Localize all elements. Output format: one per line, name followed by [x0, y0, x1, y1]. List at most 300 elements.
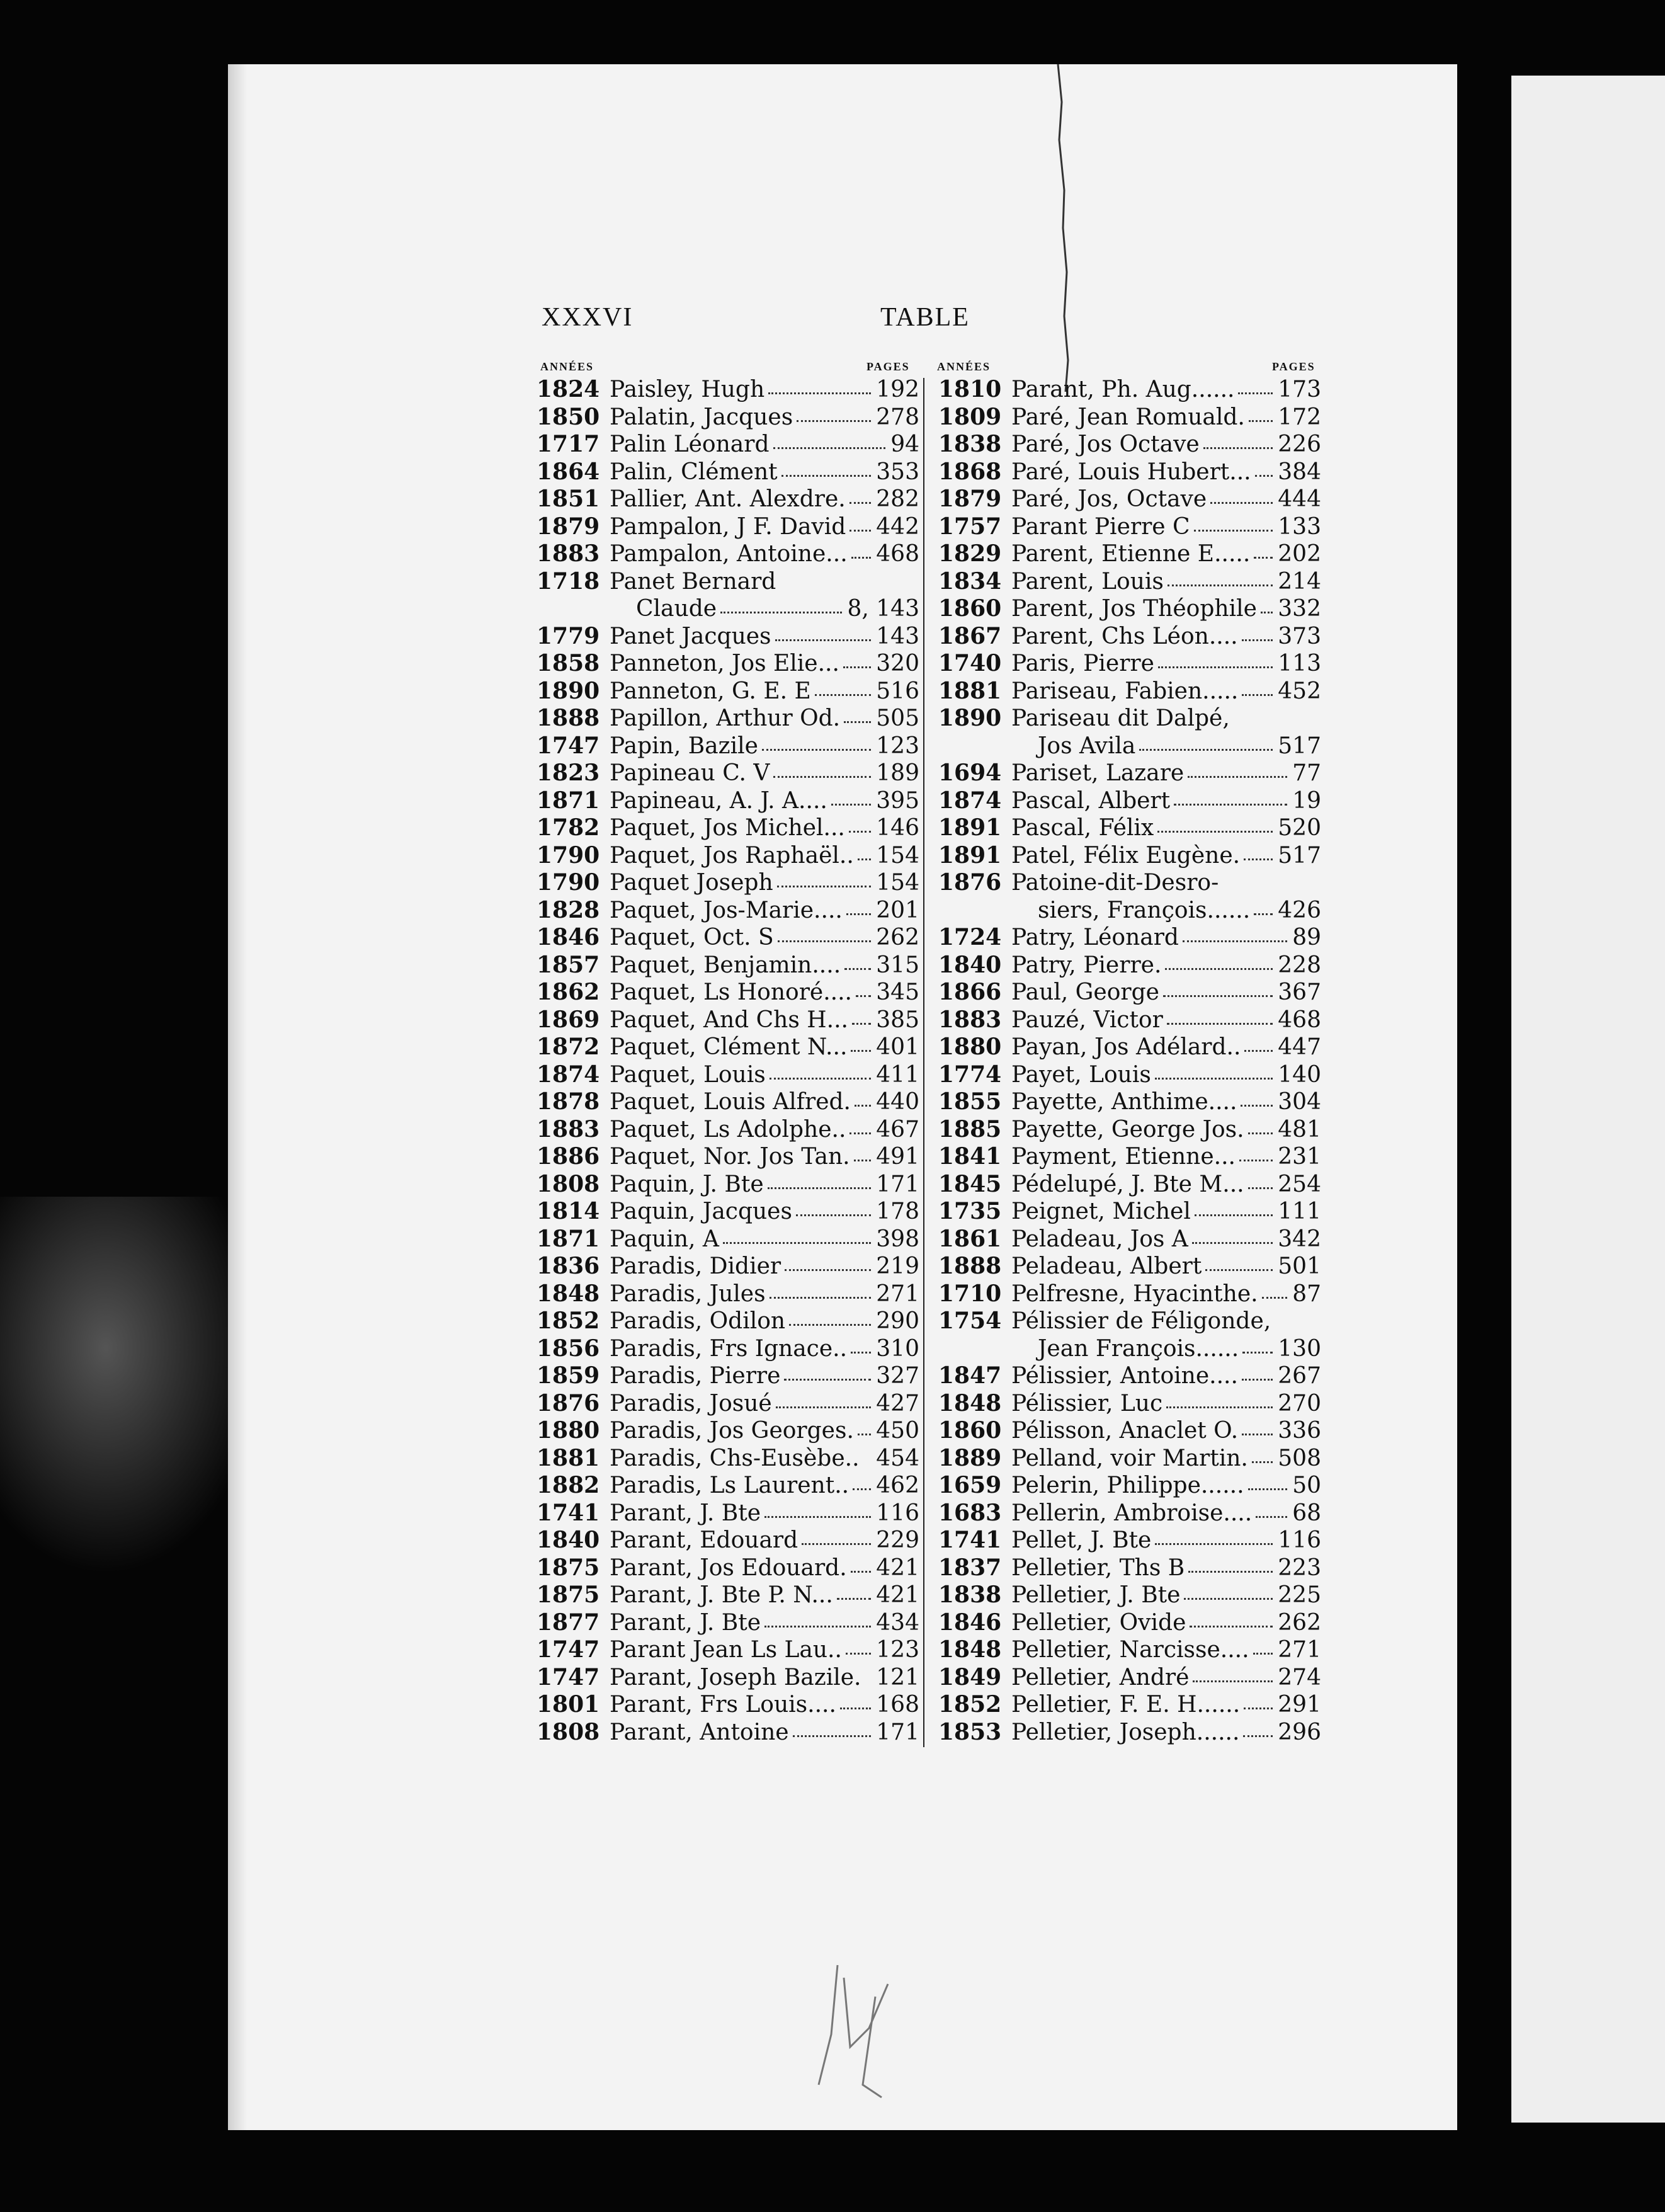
entry-name: Parant, Ph. Aug......	[1011, 377, 1235, 402]
entry-year: 1848	[938, 1636, 1002, 1663]
index-entry	[529, 1554, 919, 1582]
entry-year: 1790	[537, 841, 600, 869]
entry-page: 89	[1292, 925, 1321, 950]
entry-year: 1853	[938, 1718, 1002, 1745]
entry-page: 327	[876, 1363, 919, 1389]
dot-leader	[764, 1516, 871, 1518]
index-entry	[931, 376, 1321, 404]
entry-page: 262	[1278, 1609, 1321, 1636]
index-entry	[931, 924, 1321, 952]
entry-page: 282	[876, 486, 919, 512]
entry-year: 1836	[537, 1253, 600, 1279]
entry-year: 1850	[537, 403, 600, 430]
entry-page: 189	[876, 760, 919, 786]
index-entry	[931, 1554, 1321, 1582]
entry-name: Panneton, Jos Elie...	[610, 651, 839, 676]
entry-year: 1890	[537, 677, 600, 704]
index-entry	[931, 1390, 1321, 1418]
index-column-left	[529, 376, 919, 1746]
dot-leader	[846, 913, 871, 915]
entry-page: 426	[1278, 897, 1321, 923]
dot-leader	[1254, 557, 1273, 559]
entry-page: 146	[876, 815, 919, 841]
entry-page: 113	[1278, 651, 1321, 676]
entry-page: 367	[1278, 979, 1321, 1005]
entry-page: 491	[876, 1144, 919, 1170]
entry-page: 178	[876, 1199, 919, 1224]
entry-year: 1862	[537, 979, 600, 1005]
dot-leader	[851, 1050, 871, 1052]
entry-page: 421	[876, 1554, 919, 1581]
entry-name: Papin, Bazile	[610, 733, 758, 759]
index-entry	[529, 1198, 919, 1226]
pages-label-right: PAGES	[1272, 360, 1316, 373]
entry-page: 501	[1278, 1253, 1321, 1279]
dot-leader	[1262, 1297, 1287, 1299]
dot-leader	[1165, 968, 1273, 970]
entry-page: 450	[876, 1418, 919, 1444]
index-entry	[931, 678, 1321, 705]
entry-year: 1782	[537, 814, 600, 841]
entry-name: Pélisson, Anaclet O.	[1011, 1418, 1239, 1444]
pages-label-left: PAGES	[867, 360, 910, 373]
index-entry	[931, 1719, 1321, 1747]
entry-year: 1859	[537, 1362, 600, 1389]
entry-page: 87	[1292, 1280, 1321, 1307]
entry-page: 111	[1278, 1199, 1321, 1224]
facing-page-edge	[1511, 76, 1665, 2123]
entry-year: 1876	[537, 1389, 600, 1417]
entry-year: 1840	[938, 951, 1002, 978]
entry-name: Pallier, Ant. Alexdre.	[610, 486, 846, 512]
index-entry	[529, 1034, 919, 1061]
index-entry	[931, 1335, 1321, 1363]
entry-page: 304	[1278, 1089, 1321, 1115]
entry-name: Paré, Jos, Octave	[1011, 486, 1207, 512]
entry-page: 398	[876, 1226, 919, 1252]
index-entry	[931, 650, 1321, 678]
entry-name: Pélissier de Féligonde,	[1011, 1308, 1271, 1334]
index-entry	[529, 760, 919, 787]
entry-page: 444	[1278, 486, 1321, 512]
entry-year: 1838	[938, 1582, 1002, 1608]
entry-page: 168	[876, 1692, 919, 1718]
entry-year: 1879	[537, 513, 600, 540]
entry-name: Pariset, Lazare	[1011, 760, 1185, 786]
dot-leader	[796, 1214, 871, 1216]
dot-leader	[1242, 694, 1273, 696]
entry-page: 310	[876, 1335, 919, 1362]
entry-year: 1741	[938, 1527, 1002, 1553]
page-title: TABLE	[880, 303, 970, 332]
entry-name: Paquet, Jos-Marie....	[610, 897, 843, 923]
entry-year: 1871	[537, 787, 600, 814]
entry-page: 254	[1278, 1171, 1321, 1197]
dot-leader	[843, 666, 871, 668]
page-spine-shadow	[228, 64, 247, 2130]
index-entry	[529, 1335, 919, 1363]
entry-name: Paquet, Clément N...	[610, 1034, 848, 1060]
entry-name: Papillon, Arthur Od.	[610, 705, 841, 731]
entry-name: Paquet Joseph	[610, 870, 773, 896]
dot-leader	[1242, 639, 1273, 641]
entry-year: 1790	[537, 869, 600, 896]
entry-year: 1779	[537, 622, 600, 649]
index-entry	[529, 814, 919, 842]
entry-year: 1747	[537, 732, 600, 759]
entry-year: 1888	[938, 1253, 1002, 1279]
dot-leader	[1192, 1242, 1273, 1244]
dot-leader	[815, 694, 871, 696]
dot-leader	[1188, 1571, 1273, 1573]
index-entry	[529, 1691, 919, 1719]
entry-page: 468	[1278, 1006, 1321, 1033]
dot-leader	[1261, 612, 1273, 613]
entry-page: 202	[1278, 541, 1321, 567]
entry-name: Paquet, Benjamin....	[610, 952, 841, 978]
index-column-right	[931, 376, 1321, 1746]
dot-leader	[1163, 995, 1273, 997]
entry-name: Parant, Antoine	[610, 1719, 789, 1745]
entry-year: 1882	[537, 1472, 600, 1498]
index-entry	[529, 678, 919, 705]
entry-page: 395	[876, 787, 919, 814]
entry-year: 1883	[537, 540, 600, 567]
entry-year: 1890	[938, 705, 1002, 731]
entry-year: 1837	[938, 1554, 1002, 1581]
index-entry	[931, 1034, 1321, 1061]
dot-leader	[768, 1187, 871, 1189]
entry-page: 353	[876, 459, 919, 485]
dot-leader	[1238, 392, 1273, 394]
index-entry	[931, 1664, 1321, 1692]
entry-name: Parant, J. Bte P. N...	[610, 1582, 833, 1608]
dot-leader	[831, 804, 871, 806]
entry-page: 121	[876, 1664, 919, 1690]
entry-name: Paradis, Jules	[610, 1280, 766, 1307]
entry-page: 171	[876, 1171, 919, 1197]
entry-page: 442	[876, 513, 919, 540]
entry-name: Pelletier, Ovide	[1011, 1609, 1186, 1636]
index-entry	[529, 1527, 919, 1554]
entry-name: Paradis, Didier	[610, 1253, 781, 1279]
entry-year: 1867	[938, 622, 1002, 649]
entry-name: Pampalon, J F. David	[610, 513, 846, 540]
entry-name: Paré, Jean Romuald.	[1011, 404, 1245, 430]
dot-leader	[785, 1269, 871, 1271]
index-entry	[931, 1061, 1321, 1089]
entry-page: 373	[1278, 623, 1321, 649]
entry-name: Paradis, Ls Laurent..	[610, 1473, 850, 1498]
entry-page: 291	[1278, 1692, 1321, 1718]
entry-name: Paisley, Hugh	[610, 377, 765, 402]
index-entry	[931, 404, 1321, 431]
index-entry	[529, 1417, 919, 1445]
index-entry	[529, 1636, 919, 1664]
dot-leader	[777, 886, 871, 887]
dot-leader	[723, 1242, 871, 1244]
entry-year: 1747	[537, 1663, 600, 1690]
entry-year: 1891	[938, 814, 1002, 841]
entry-year: 1886	[537, 1143, 600, 1170]
dot-leader	[846, 1653, 871, 1655]
entry-page: 290	[876, 1308, 919, 1334]
entry-name: Panneton, G. E. E	[610, 678, 811, 704]
index-entry	[931, 1691, 1321, 1719]
dot-leader	[776, 1406, 871, 1408]
entry-page: 19	[1292, 787, 1321, 814]
entry-name: Pelletier, André	[1011, 1664, 1190, 1690]
index-entry	[931, 1636, 1321, 1664]
entry-name: Parant, Jos Edouard.	[610, 1554, 847, 1581]
entry-page: 173	[1278, 377, 1321, 402]
entry-page: 278	[876, 404, 919, 430]
entry-name: Paquet, Louis Alfred.	[610, 1089, 851, 1115]
entry-name: Panet Bernard	[610, 568, 776, 595]
entry-year: 1857	[537, 951, 600, 978]
entry-year: 1823	[537, 760, 600, 786]
entry-page: 401	[876, 1034, 919, 1060]
dot-leader	[1249, 420, 1273, 422]
index-entry	[529, 952, 919, 979]
entry-year: 1824	[537, 376, 600, 402]
index-entry	[931, 787, 1321, 815]
entry-page: 320	[876, 651, 919, 676]
entry-name: Payment, Etienne...	[1011, 1144, 1236, 1170]
index-entry	[529, 1664, 919, 1692]
index-entry	[529, 459, 919, 486]
paper-crack	[1045, 64, 1083, 392]
entry-year: 1881	[537, 1444, 600, 1471]
page-folio: XXXVI	[542, 303, 634, 332]
entry-name: Pélissier, Luc	[1011, 1390, 1163, 1417]
entry-page: 516	[876, 678, 919, 704]
entry-name: Parant Jean Ls Lau..	[610, 1637, 842, 1663]
dot-leader	[1174, 804, 1287, 806]
dot-leader	[770, 1297, 871, 1299]
entry-name: Parent, Chs Léon....	[1011, 623, 1238, 649]
index-entry	[529, 897, 919, 925]
scan-stain	[0, 1197, 264, 1575]
entry-name: Pascal, Albert	[1011, 787, 1171, 814]
entry-year: 1858	[537, 650, 600, 676]
dot-leader	[1183, 940, 1287, 942]
index-entry	[529, 1500, 919, 1527]
dot-leader	[784, 1379, 871, 1381]
entry-year: 1875	[537, 1554, 600, 1581]
entry-name: Papineau, A. J. A....	[610, 787, 827, 814]
index-entry	[931, 486, 1321, 513]
entry-name: Peladeau, Jos A	[1011, 1226, 1188, 1252]
entry-year: 1659	[938, 1472, 1002, 1498]
index-entry	[931, 814, 1321, 842]
index-entry	[529, 1143, 919, 1171]
index-entry	[529, 595, 919, 623]
entry-page: 508	[1278, 1445, 1321, 1471]
index-entry	[931, 979, 1321, 1006]
entry-year: 1852	[938, 1691, 1002, 1718]
entry-year: 1694	[938, 760, 1002, 786]
entry-year: 1846	[938, 1609, 1002, 1636]
entry-page: 345	[876, 979, 919, 1005]
dot-leader	[855, 1105, 871, 1107]
entry-name: Palin Léonard	[610, 431, 770, 457]
index-entry	[931, 1280, 1321, 1308]
entry-name: Parant, J. Bte	[610, 1609, 761, 1636]
entry-page: 481	[1278, 1116, 1321, 1143]
entry-year: 1757	[938, 513, 1002, 540]
entry-year: 1829	[938, 540, 1002, 567]
entry-page: 505	[876, 705, 919, 731]
entry-year: 1860	[938, 1417, 1002, 1444]
entry-year: 1814	[537, 1198, 600, 1224]
entry-year: 1891	[938, 841, 1002, 869]
entry-name: Paquet, Jos Michel...	[610, 815, 845, 841]
entry-year: 1841	[938, 1143, 1002, 1170]
entry-name: Pédelupé, J. Bte M...	[1011, 1171, 1244, 1197]
entry-year: 1876	[938, 869, 1002, 896]
entry-year: 1855	[938, 1088, 1002, 1115]
dot-leader	[851, 1571, 871, 1573]
dot-leader	[1166, 1406, 1273, 1408]
entry-page: 468	[876, 541, 919, 567]
entry-name: Paul, George	[1011, 979, 1159, 1005]
entry-year: 1849	[938, 1663, 1002, 1690]
entry-page: 517	[1278, 733, 1321, 759]
index-entry	[931, 1253, 1321, 1280]
dot-leader	[1243, 1735, 1273, 1737]
dot-leader	[793, 1735, 871, 1737]
dot-leader	[1253, 1653, 1273, 1655]
entry-name: Paradis, Pierre	[610, 1363, 781, 1389]
entry-page: 271	[876, 1280, 919, 1307]
index-entry	[529, 486, 919, 513]
entry-name: Pelletier, Ths B	[1011, 1554, 1185, 1581]
index-entry	[931, 952, 1321, 979]
index-entry	[931, 869, 1321, 897]
entry-year: 1852	[537, 1308, 600, 1334]
entry-page: 262	[876, 925, 919, 950]
index-entry	[529, 787, 919, 815]
entry-name: Payette, Anthime....	[1011, 1089, 1237, 1115]
entry-name: Pelletier, F. E. H......	[1011, 1692, 1241, 1718]
index-entry	[529, 1280, 919, 1308]
index-entry	[529, 1609, 919, 1637]
index-entry	[529, 1472, 919, 1500]
entry-name: siers, François......	[1038, 897, 1251, 923]
index-entry	[931, 1308, 1321, 1335]
index-entry	[931, 1116, 1321, 1144]
entry-name: Pelerin, Philippe......	[1011, 1473, 1244, 1498]
dot-leader	[1190, 1626, 1273, 1628]
entry-year: 1851	[537, 486, 600, 512]
index-entry	[529, 869, 919, 897]
entry-year: 1808	[537, 1170, 600, 1197]
entry-name: Paradis, Chs-Eusèbe..	[610, 1445, 860, 1471]
entry-name: Pellerin, Ambroise....	[1011, 1500, 1253, 1526]
dot-leader	[802, 1543, 871, 1545]
entry-year: 1861	[938, 1225, 1002, 1252]
dot-leader	[1195, 1214, 1273, 1216]
index-entry	[529, 705, 919, 733]
dot-leader	[770, 1078, 871, 1080]
entry-name: Paradis, Odilon	[610, 1308, 786, 1334]
entry-name: Parent, Etienne E.....	[1011, 541, 1251, 567]
entry-name: Paquet, Ls Adolphe..	[610, 1116, 846, 1143]
entry-name: Parent, Jos Théophile	[1011, 596, 1257, 622]
entry-year: 1885	[938, 1115, 1002, 1143]
entry-name: Paquet, Jos Raphaël..	[610, 842, 854, 869]
index-entry	[931, 459, 1321, 486]
index-entry	[529, 924, 919, 952]
entry-year: 1889	[938, 1444, 1002, 1471]
entry-page: 228	[1278, 952, 1321, 978]
index-entry	[529, 1362, 919, 1390]
dot-leader	[853, 1488, 871, 1490]
entry-name: Peladeau, Albert	[1011, 1253, 1202, 1279]
dot-leader	[773, 776, 871, 778]
entry-name: Paquin, Jacques	[610, 1199, 792, 1224]
dot-leader	[856, 995, 871, 997]
entry-page: 201	[876, 897, 919, 923]
index-entry	[529, 540, 919, 568]
dot-leader	[840, 1707, 871, 1709]
pencil-mark	[800, 1959, 913, 2104]
index-entry	[529, 404, 919, 431]
entry-page: 462	[876, 1473, 919, 1498]
entry-page: 172	[1278, 404, 1321, 430]
entry-name: Peignet, Michel	[1011, 1199, 1191, 1224]
entry-page: 332	[1278, 596, 1321, 622]
entry-name: Paquet, And Chs H...	[610, 1006, 849, 1033]
index-entry	[931, 1609, 1321, 1637]
entry-name: Panet Jacques	[610, 623, 771, 649]
dot-leader	[764, 1626, 871, 1628]
index-entry	[931, 1198, 1321, 1226]
index-entry	[931, 568, 1321, 596]
entry-name: Pelletier, Narcisse....	[1011, 1637, 1249, 1663]
entry-year: 1735	[938, 1198, 1002, 1224]
index-entry	[931, 1445, 1321, 1473]
entry-year: 1872	[537, 1034, 600, 1060]
entry-name: Payette, George Jos.	[1011, 1116, 1244, 1143]
entry-year: 1747	[537, 1636, 600, 1663]
entry-name: Pélissier, Antoine....	[1011, 1363, 1238, 1389]
entry-name: Patel, Félix Eugène.	[1011, 842, 1241, 869]
index-entry	[529, 1719, 919, 1747]
index-entry	[529, 431, 919, 459]
index-entry	[529, 1226, 919, 1253]
entry-year: 1860	[938, 595, 1002, 622]
index-entry	[931, 1527, 1321, 1554]
entry-year: 1846	[537, 924, 600, 950]
entry-year: 1741	[537, 1499, 600, 1526]
index-entry	[931, 623, 1321, 651]
dot-leader	[1184, 1598, 1273, 1600]
index-entry	[529, 568, 919, 596]
index-entry	[529, 623, 919, 651]
dot-leader	[1203, 447, 1273, 449]
dot-leader	[851, 557, 871, 559]
index-entry	[931, 760, 1321, 787]
entry-name: Paquin, A	[610, 1226, 719, 1252]
entry-year: 1710	[938, 1280, 1002, 1307]
index-entry	[529, 650, 919, 678]
index-entry	[931, 1500, 1321, 1527]
index-entry	[529, 1116, 919, 1144]
dot-leader	[844, 968, 871, 970]
entry-page: 219	[876, 1253, 919, 1279]
